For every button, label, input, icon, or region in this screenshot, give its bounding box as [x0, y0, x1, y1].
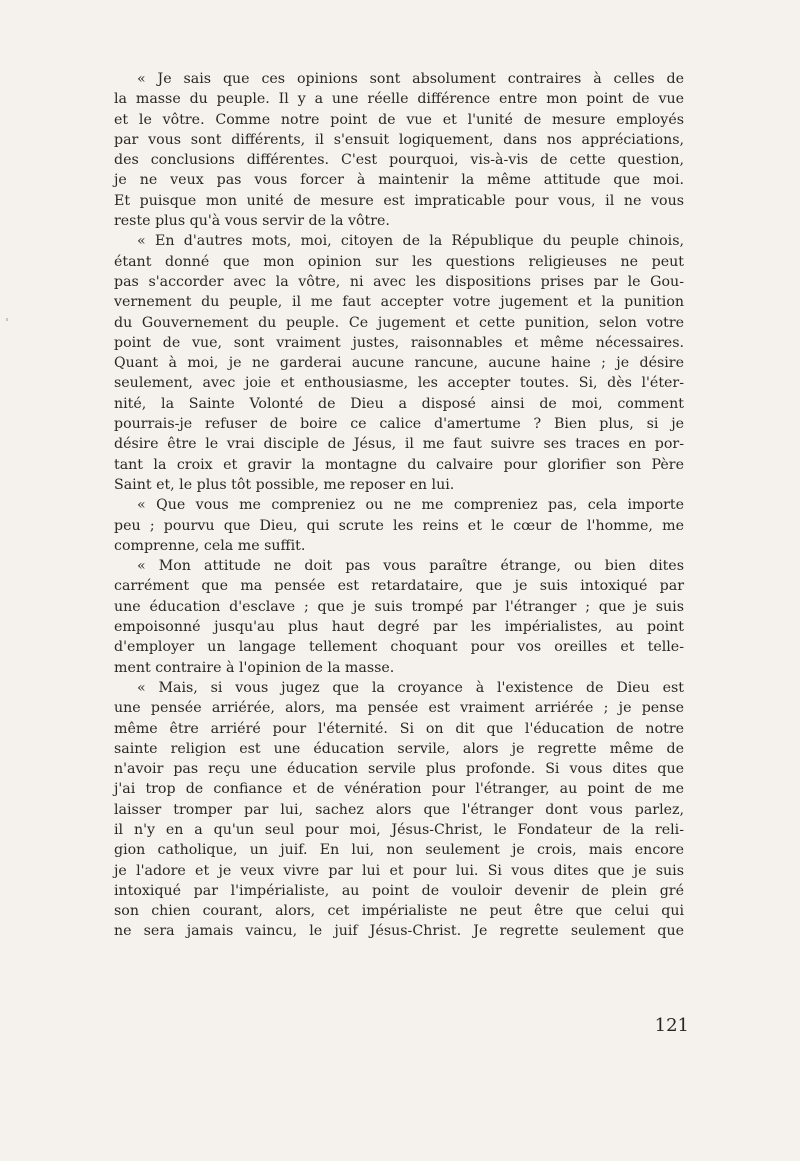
text-line: pas s'accorder avec la vôtre, ni avec les dispositions prises par le Gou-	[114, 273, 684, 290]
paragraph	[114, 231, 684, 495]
text-line: son chien courant, alors, cet impérialiste ne peut être que celui qui	[114, 903, 684, 920]
text-line: reste plus qu'à vous servir de la vôtre.	[114, 213, 390, 230]
text-line: même être arriéré pour l'éternité. Si on dit que l'éducation de notre	[114, 720, 684, 737]
text-line: et le vôtre. Comme notre point de vue et l'unité de mesure employés	[114, 111, 684, 128]
text-line: étant donné que mon opinion sur les questions religieuses ne peut	[114, 253, 684, 270]
paragraph	[114, 678, 684, 942]
text-line: la masse du peuple. Il y a une réelle différence entre mon point de vue	[114, 91, 684, 108]
text-line: par vous sont différents, il s'ensuit logiquement, dans nos appréciations,	[114, 131, 684, 148]
text-line: Saint et, le plus tôt possible, me reposer en lui.	[114, 476, 455, 493]
text-line: point de vue, sont vraiment justes, raisonnables et même nécessaires.	[114, 334, 684, 351]
text-line: ne sera jamais vaincu, le juif Jésus-Christ. Je regrette seulement que	[114, 923, 684, 940]
text-line: « Mon attitude ne doit pas vous paraître étrange, ou bien dites	[137, 558, 684, 575]
text-line: je l'adore et je veux vivre par lui et pour lui. Si vous dites que je suis	[114, 862, 684, 879]
text-line: carrément que ma pensée est retardataire, que je suis intoxiqué par	[114, 578, 684, 595]
text-line: nité, la Sainte Volonté de Dieu a disposé ainsi de moi, comment	[114, 395, 684, 412]
margin-speck	[6, 318, 8, 321]
text-line: n'avoir pas reçu une éducation servile plus profonde. Si vous dites que	[114, 761, 684, 778]
paragraph	[114, 69, 684, 231]
text-line: une pensée arriérée, alors, ma pensée est vraiment arriérée ; je pense	[114, 700, 684, 717]
text-line: gion catholique, un juif. En lui, non seulement je crois, mais encore	[114, 842, 684, 859]
page-number: 121	[654, 1015, 689, 1036]
text-line: tant la croix et gravir la montagne du calvaire pour glorifier son Père	[114, 456, 684, 473]
text-line: ment contraire à l'opinion de la masse.	[114, 659, 395, 676]
text-line: « Que vous me compreniez ou ne me compreniez pas, cela importe	[137, 497, 684, 514]
text-line: comprenne, cela me suffit.	[114, 537, 306, 554]
text-line: pourrais-je refuser de boire ce calice d'amertume ? Bien plus, si je	[114, 416, 684, 433]
text-line: j'ai trop de confiance et de vénération pour l'étranger, au point de me	[114, 781, 684, 798]
paragraph	[114, 495, 684, 556]
paragraph	[114, 556, 684, 678]
text-line: une éducation d'esclave ; que je suis trompé par l'étranger ; que je suis	[114, 598, 684, 615]
text-line: seulement, avec joie et enthousiasme, les accepter toutes. Si, dès l'éter-	[114, 375, 684, 392]
text-line: d'employer un langage tellement choquant pour vos oreilles et telle-	[114, 639, 684, 656]
body-text	[114, 69, 684, 942]
text-line: « Je sais que ces opinions sont absolument contraires à celles de	[137, 71, 684, 87]
text-line: « Mais, si vous jugez que la croyance à l'existence de Dieu est	[137, 679, 684, 696]
text-line: Et puisque mon unité de mesure est impraticable pour vous, il ne vous	[114, 192, 684, 209]
text-line: intoxiqué par l'impérialiste, au point de vouloir devenir de plein gré	[114, 882, 684, 899]
text-line: peu ; pourvu que Dieu, qui scrute les reins et le cœur de l'homme, me	[114, 517, 684, 534]
text-line: du Gouvernement du peuple. Ce jugement et cette punition, selon votre	[114, 314, 684, 331]
text-line: empoisonné jusqu'au plus haut degré par les impérialistes, au point	[114, 619, 684, 636]
text-line: « En d'autres mots, moi, citoyen de la République du peuple chinois,	[137, 233, 684, 250]
text-line: désire être le vrai disciple de Jésus, il me faut suivre ses traces en por-	[114, 436, 684, 453]
text-line: sainte religion est une éducation servile, alors je regrette même de	[114, 740, 684, 757]
text-line: laisser tromper par lui, sachez alors que l'étranger dont vous parlez,	[114, 801, 684, 818]
text-line: il n'y en a qu'un seul pour moi, Jésus-Christ, le Fondateur de la reli-	[114, 821, 684, 838]
text-line: Quant à moi, je ne garderai aucune rancune, aucune haine ; je désire	[114, 355, 684, 372]
text-line: des conclusions différentes. C'est pourquoi, vis-à-vis de cette question,	[114, 152, 684, 169]
text-line: vernement du peuple, il me faut accepter votre jugement et la punition	[114, 294, 684, 311]
text-line: je ne veux pas vous forcer à maintenir la même attitude que moi.	[114, 172, 684, 189]
